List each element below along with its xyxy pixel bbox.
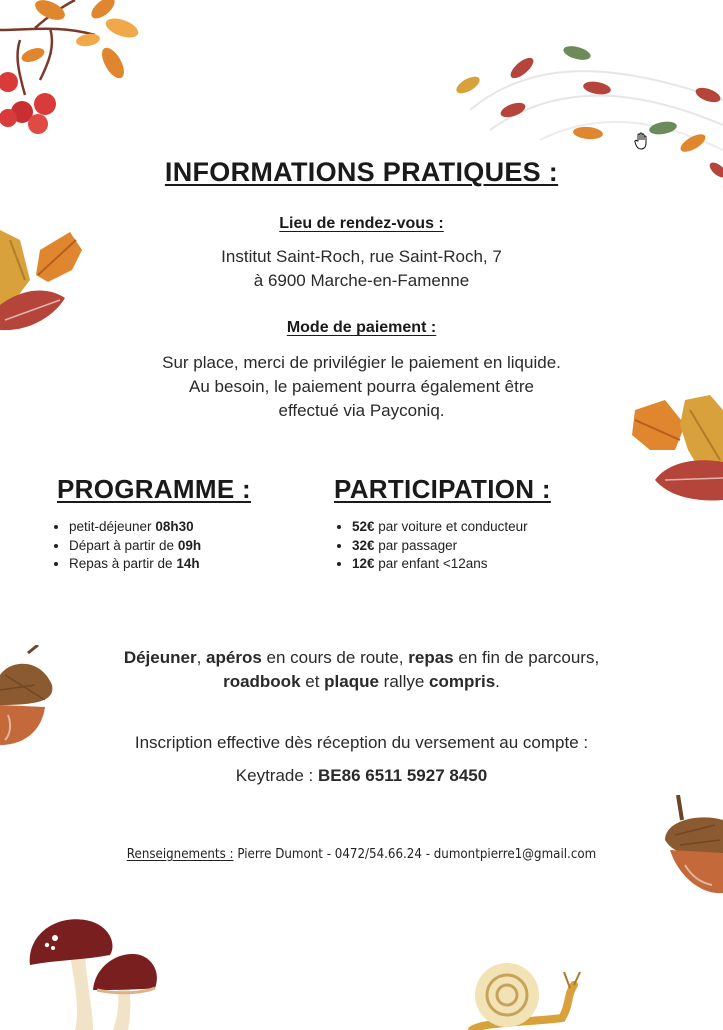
meeting-address-line-1: Institut Saint-Roch, rue Saint-Roch, 7: [221, 247, 502, 266]
mushrooms-decoration: [25, 910, 165, 1030]
included-line-1: Déjeuner, apéros en cours de route, repas en fin de parcours,: [123, 648, 600, 667]
programme-title: PROGRAMME :: [57, 474, 251, 504]
payment-line-3: effectué via Payconiq.: [278, 401, 445, 420]
participation-item: • 12€ par enfant <12ans: [352, 555, 528, 574]
page-title: INFORMATIONS PRATIQUES :: [164, 157, 559, 187]
contact-line: Renseignements : Pierre Dumont - 0472/54.66.24 - dumontpierre1@gmail.com: [126, 846, 597, 862]
programme-item: • petit-déjeuner 08h30: [69, 518, 201, 537]
payment-line-1: Sur place, merci de privilégier le paiement en liquide.: [162, 353, 561, 372]
hand-cursor-icon: [634, 132, 650, 150]
meeting-address-line-2: à 6900 Marche-en-Famenne: [253, 271, 470, 290]
payment-line-2: Au besoin, le paiement pourra également être: [189, 377, 534, 396]
participation-item: • 32€ par passager: [352, 537, 528, 556]
iban: BE86 6511 5927 8450: [318, 766, 488, 785]
programme-item: • Départ à partir de 09h: [69, 537, 201, 556]
programme-list: [51, 518, 201, 574]
bank-account: Keytrade : BE86 6511 5927 8450: [235, 766, 488, 785]
registration-text: Inscription effective dès réception du versement au compte :: [134, 733, 589, 752]
participation-item: • 52€ par voiture et conducteur: [352, 518, 528, 537]
payment-heading: Mode de paiement :: [286, 319, 437, 336]
snail-decoration: [462, 960, 582, 1030]
berry-branch-decoration: [0, 0, 150, 140]
participation-list: [334, 518, 528, 574]
meeting-heading: Lieu de rendez-vous :: [279, 215, 444, 232]
participation-title: PARTICIPATION :: [334, 474, 551, 504]
programme-item: • Repas à partir de 14h: [69, 555, 201, 574]
included-line-2: roadbook et plaque rallye compris.: [223, 672, 500, 691]
